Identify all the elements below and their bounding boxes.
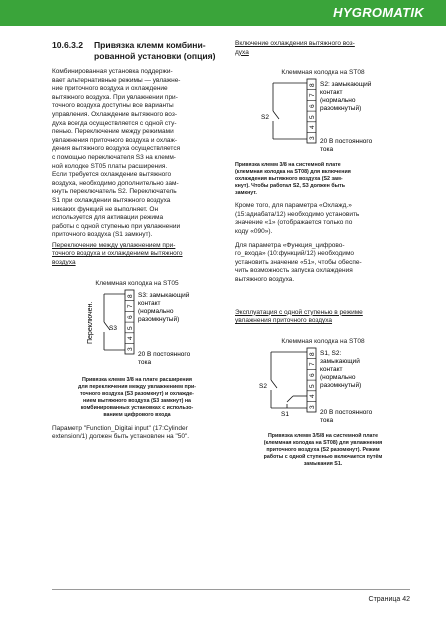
svg-text:5: 5 — [309, 115, 316, 120]
svg-text:20 В постоянного: 20 В постоянного — [320, 408, 373, 416]
svg-text:7: 7 — [309, 362, 316, 366]
svg-text:(нормально: (нормально — [320, 373, 356, 381]
section-title: Привязка клемм комбини- рованной установки (опция) — [94, 40, 216, 61]
svg-text:8: 8 — [309, 352, 316, 356]
st08-single-stage-caption: Привязка клемм 3/5/8 на системной плате (клеммная колодка на ST08) для увлажнения приточного воздуха (S2 разомкнут). Режим работы с одной ступенью включается путём замыкания S1. — [263, 432, 383, 467]
diagram-title: Клеммная колодка на ST08 — [281, 337, 365, 345]
st08-cooling-wiring-svg — [235, 77, 411, 157]
section-number: 10.6.3.2 — [52, 40, 84, 50]
subheading-cooling-enable: Включение охлаждения вытяжного воз- духа — [235, 40, 355, 56]
section-heading — [52, 40, 222, 62]
svg-text:контакт: контакт — [320, 89, 343, 97]
switch-s2-label: S2 — [261, 114, 269, 122]
page-number: Страница 42 — [368, 596, 410, 603]
diagram-title: Клеммная колодка на ST08 — [281, 69, 365, 77]
svg-text:20 В постоянного: 20 В постоянного — [138, 350, 191, 358]
svg-text:3: 3 — [127, 347, 134, 351]
switch-s2-icon — [271, 380, 277, 388]
switch-side-label: Переключен. — [87, 301, 94, 344]
svg-text:8: 8 — [309, 83, 316, 88]
svg-text:4: 4 — [309, 394, 316, 398]
digital-input-paragraph: Для параметра «Функция_цифрово- го_входа» (10:функций/12) необходимо установить значение «51», чтобы обеспе- чить возможность запуска охлаждения вытяжного воздуха. — [235, 241, 362, 283]
svg-text:разомкнутый): разомкнутый) — [320, 381, 362, 389]
svg-text:7: 7 — [309, 93, 316, 98]
svg-text:тока: тока — [320, 416, 334, 424]
header-bar — [0, 0, 446, 26]
st08-diagram-cooling — [235, 69, 411, 162]
cooling-parameter-paragraph: Кроме того, для параметра «Охлажд.» (15:адиабата/12) необходимо установить значение «1» (отображается только по коду «090»). — [235, 202, 360, 235]
subheading-switchover: Переключение между увлажнением при- точного воздуха и охлаждением вытяжного воздуха — [52, 241, 183, 267]
svg-text:S1, S2:: S1, S2: — [320, 349, 342, 357]
switch-s1-label: S1 — [281, 410, 289, 418]
svg-text:3: 3 — [309, 136, 316, 141]
subheading-single-stage: Эксплуатация с одной ступенью в режиме увлажнения приточного воздуха — [235, 308, 363, 325]
svg-text:5: 5 — [309, 384, 316, 388]
st05-wiring-svg — [52, 288, 222, 370]
footer-divider — [52, 589, 410, 590]
svg-text:тока: тока — [138, 358, 152, 366]
svg-text:контакт: контакт — [320, 365, 343, 373]
st05-caption: Привязка клемм 3/8 на плате расширения для переключения между увлажнением при- точного воздуха (S3 разомкнут) и охлажде- нием вытяжного воздуха (S3 замкнут) на комбинированных установках с использо- ванием цифрового входа — [78, 376, 196, 418]
svg-text:8: 8 — [127, 294, 134, 298]
st05-diagram — [52, 280, 222, 375]
svg-text:тока: тока — [320, 146, 334, 154]
body-paragraph: Комбинированная установка поддержи- вает альтернативные режимы — увлажне- ние приточного воздуха и охлаждение вытяжного воздуха. При увлажнении при- точного воздуха доступны все варианты управления. Охлаждение вытяжного воз- духа всегда осуществляется с одной сту- пенью. Переключение между режимами увлажнения приточного воздуха и охлаж- дения вытяжного воздуха осуществляется с помощью переключателя S3 на клемм- ной колодке ST05 платы расширения. Если требуется охлаждение вытяжного воздуха, необходимо дополнительно зам- кнуть переключатель S2. Переключатель S1 при охлаждении вытяжного воздуха никаких функций не выполняет. Он используется для активации режима работы с одной ступенью при увлажнении приточного воздуха (S1 замкнут). — [52, 68, 181, 239]
svg-text:3: 3 — [309, 405, 316, 409]
parameter-note: Параметр "Function_Digitai input" (17:Cylinder extension/1) должен быть установлен на "50". — [52, 424, 190, 441]
svg-text:разомкнутый): разомкнутый) — [320, 105, 362, 113]
switch-s2-icon — [273, 111, 279, 119]
svg-text:20 В постоянного: 20 В постоянного — [320, 138, 373, 146]
left-column — [52, 40, 222, 442]
terminal-block — [307, 79, 316, 143]
terminal-block — [125, 290, 134, 354]
terminal-block — [307, 348, 316, 412]
st08-cooling-caption: Привязка клемм 3/8 на системной плате (клеммная колодка на ST08) для включения охлаждения вытяжного воздуха (S2 зам- кнут). Чтобы работал S2, S3 должен быть замкнут. — [235, 162, 351, 197]
switch-s2-label: S2 — [259, 382, 267, 390]
st08-single-stage-wiring-svg — [235, 346, 411, 428]
svg-text:6: 6 — [309, 373, 316, 377]
svg-text:(нормально: (нормально — [320, 97, 356, 105]
hygromatik-logo: HYGROMATIK — [333, 5, 424, 20]
svg-text:4: 4 — [309, 125, 316, 130]
svg-text:6: 6 — [127, 315, 134, 319]
right-column — [235, 40, 411, 468]
switch-s3-label: S3 — [109, 324, 117, 332]
svg-text:S2: замыкающий: S2: замыкающий — [320, 81, 372, 89]
switch-s1-icon — [287, 396, 293, 402]
svg-text:(нормально: (нормально — [138, 307, 174, 315]
svg-text:5: 5 — [127, 326, 134, 330]
svg-text:разомкнутый): разомкнутый) — [138, 315, 180, 323]
svg-text:S3: замыкающий: S3: замыкающий — [138, 291, 190, 299]
st08-diagram-single-stage — [235, 338, 411, 433]
svg-text:6: 6 — [309, 104, 316, 109]
svg-text:7: 7 — [127, 304, 134, 308]
diagram-title: Клеммная колодка на ST05 — [95, 279, 179, 287]
svg-text:4: 4 — [127, 336, 134, 340]
svg-text:замыкающий: замыкающий — [320, 357, 360, 365]
svg-text:контакт: контакт — [138, 299, 161, 307]
